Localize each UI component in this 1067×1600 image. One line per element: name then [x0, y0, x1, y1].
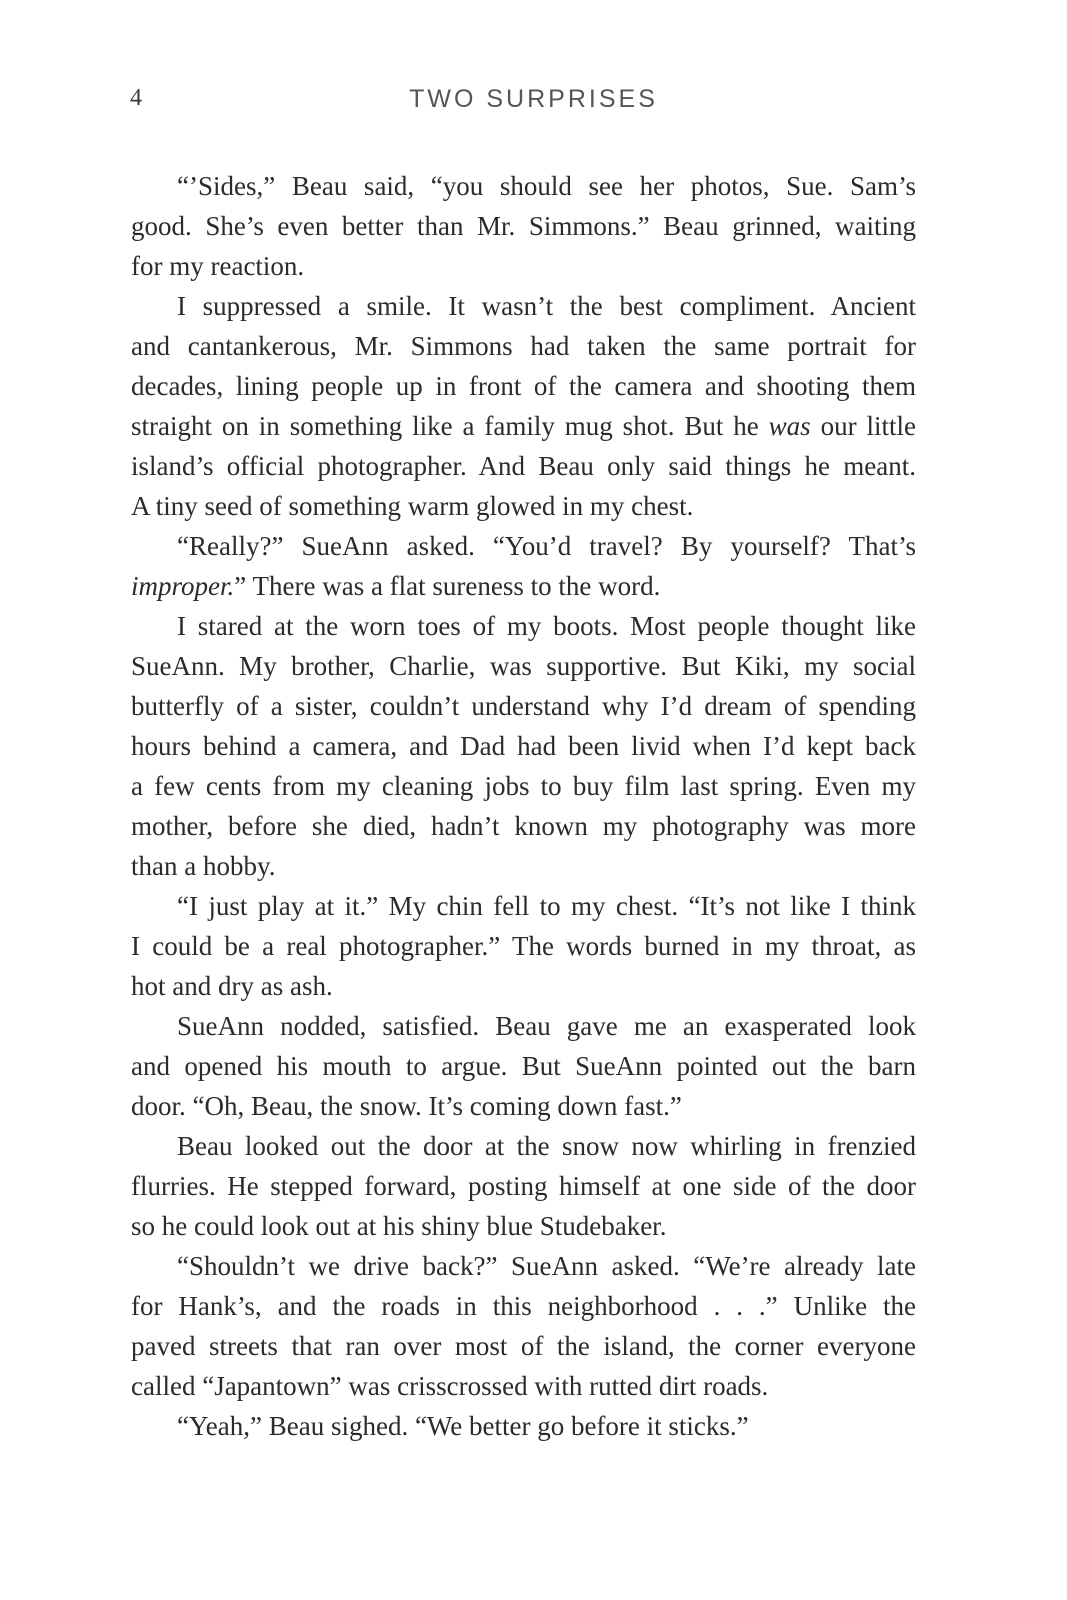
text-line: I stared at the worn toes of my boots. Most people thought like: [177, 611, 916, 641]
text-line: I suppressed a smile. It wasn’t the best compliment. Ancient: [177, 291, 916, 321]
text-line: “’Sides,” Beau said, “you should see her photos, Sue. Sam’s: [177, 171, 916, 201]
text-line: island’s official photographer. And Beau only said things he meant.: [131, 451, 916, 481]
text-line: SueAnn. My brother, Charlie, was supportive. But Kiki, my social: [131, 651, 916, 681]
text-line: mother, before she died, hadn’t known my photography was more: [131, 811, 916, 841]
text-line: a few cents from my cleaning jobs to buy film last spring. Even my: [131, 771, 916, 801]
text-line: and cantankerous, Mr. Simmons had taken the same portrait for: [131, 331, 916, 361]
text-line: Beau looked out the door at the snow now whirling in frenzied: [177, 1131, 916, 1161]
paragraph: [131, 166, 916, 286]
text-line: “Yeah,” Beau sighed. “We better go before it sticks.”: [177, 1411, 749, 1441]
paragraph: [131, 286, 916, 526]
text-line: than a hobby.: [131, 851, 276, 881]
text-line: “I just play at it.” My chin fell to my chest. “It’s not like I think: [177, 891, 916, 921]
text-line: SueAnn nodded, satisfied. Beau gave me an exasperated look: [177, 1011, 916, 1041]
text-line: decades, lining people up in front of the camera and shooting them: [131, 371, 916, 401]
chapter-title: TWO SURPRISES: [409, 85, 658, 113]
paragraph: [131, 526, 916, 606]
paragraph: [131, 1406, 916, 1446]
text-line: door. “Oh, Beau, the snow. It’s coming down fast.”: [131, 1091, 682, 1121]
text-line: for my reaction.: [131, 251, 305, 281]
text-line: so he could look out at his shiny blue Studebaker.: [131, 1211, 667, 1241]
text-line: flurries. He stepped forward, posting himself at one side of the door: [131, 1171, 916, 1201]
paragraph: [131, 1246, 916, 1406]
paragraph: [131, 606, 916, 886]
text-line: hours behind a camera, and Dad had been livid when I’d kept back: [131, 731, 916, 761]
page-number: 4: [130, 85, 142, 111]
text-line: for Hank’s, and the roads in this neighborhood . . .” Unlike the: [131, 1291, 916, 1321]
text-line: “Shouldn’t we drive back?” SueAnn asked. “We’re already late: [177, 1251, 916, 1281]
text-line: butterfly of a sister, couldn’t understand why I’d dream of spending: [131, 691, 916, 721]
running-head: [0, 84, 1067, 118]
body-text: [131, 166, 916, 1446]
paragraph: [131, 1126, 916, 1246]
text-line: good. She’s even better than Mr. Simmons.” Beau grinned, waiting: [131, 211, 916, 241]
text-line: “Really?” SueAnn asked. “You’d travel? By yourself? That’s: [177, 531, 916, 561]
paragraph: [131, 886, 916, 1006]
text-line: paved streets that ran over most of the island, the corner everyone: [131, 1331, 916, 1361]
text-line: I could be a real photographer.” The words burned in my throat, as: [131, 931, 916, 961]
text-line: straight on in something like a family mug shot. But he was our little: [131, 411, 916, 441]
text-line: and opened his mouth to argue. But SueAnn pointed out the barn: [131, 1051, 916, 1081]
text-line: improper.” There was a flat sureness to the word.: [131, 571, 661, 601]
text-line: A tiny seed of something warm glowed in my chest.: [131, 491, 694, 521]
text-line: hot and dry as ash.: [131, 971, 333, 1001]
paragraph: [131, 1006, 916, 1126]
text-line: called “Japantown” was crisscrossed with rutted dirt roads.: [131, 1371, 769, 1401]
